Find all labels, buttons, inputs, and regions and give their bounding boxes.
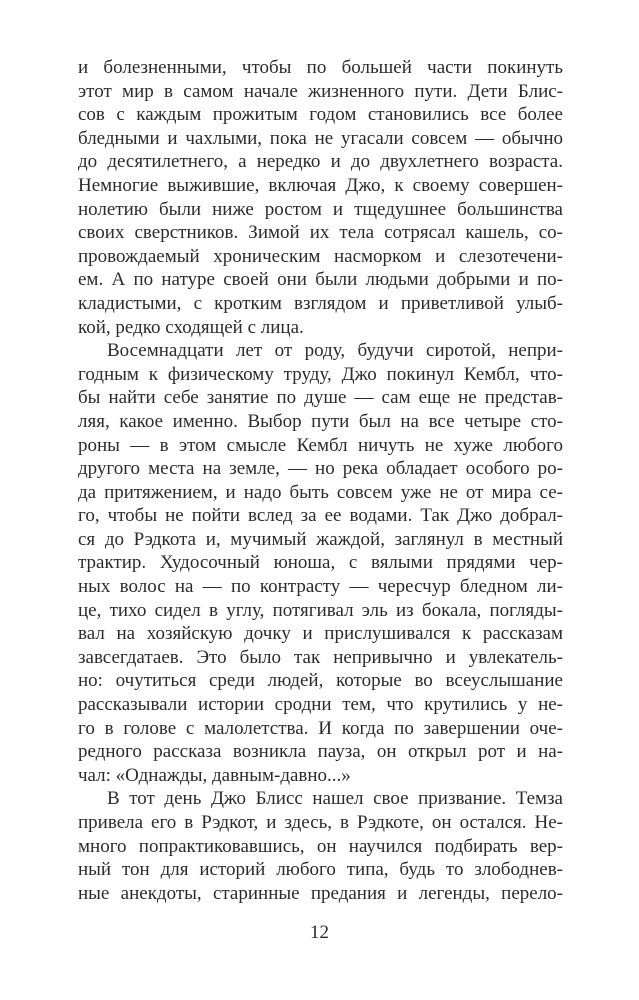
paragraph (78, 787, 563, 905)
paragraph (78, 339, 563, 787)
text-line: привела его в Рэдкот, и здесь, в Рэдкоте, он остался. Не- (78, 812, 563, 833)
text-line: Немногие выжившие, включая Джо, к своему совершен- (78, 174, 563, 196)
text-line: редного рассказа возникла пауза, он открыл рот и на- (78, 741, 563, 763)
text-line: много попрактиковавшись, он научился подбирать вер- (78, 835, 563, 857)
text-line: Восемнадцати лет от роду, будучи сиротой, непри- (107, 340, 563, 362)
text-line: ся до Рэдкота и, мучимый жаждой, заглянул в местный (78, 528, 563, 550)
text-line: го, чтобы не пойти вслед за ее водами. Так Джо добрал- (78, 505, 563, 527)
text-line: ем. А по натуре своей они были людьми добрыми и по- (78, 269, 563, 291)
text-line: да притяжением, и надо быть совсем уже не от мира се- (78, 481, 563, 503)
paragraph (78, 56, 563, 339)
text-line: провождаемый хроническим насморком и слезотечени- (78, 245, 563, 267)
text-line: кладистыми, с кротким взглядом и приветливой улыб- (78, 292, 563, 314)
text-line: другого места на земле, — но река обладает особого ро- (78, 458, 563, 480)
text-line: этот мир в самом начале жизненного пути. Дети Блис- (78, 80, 563, 102)
text-line: и болезненными, чтобы по большей части покинуть (78, 57, 563, 78)
text-line: ляя, какое именно. Выбор пути был на все четыре сто- (78, 410, 563, 432)
text-line: нолетию были ниже ростом и тщедушнее большинства (78, 198, 563, 220)
text-line: годным к физическому труду, Джо покинул Кембл, что- (78, 363, 563, 385)
text-line: бы найти себе занятие по душе — сам еще не представ- (78, 387, 563, 409)
text-line: кой, редко сходящей с лица. (78, 316, 304, 338)
text-line: ных волос на — по контрасту — чересчур бледном ли- (78, 576, 563, 598)
text-line: бледными и чахлыми, пока не угасали совсем — обычно (78, 127, 563, 149)
text-line: трактир. Худосочный юноша, с вялыми прядями чер- (78, 552, 563, 574)
text-line: своих сверстников. Зимой их тела сотрясал кашель, со- (78, 222, 563, 244)
page-number: 12 (310, 922, 329, 943)
text-line: чал: «Однажды, давным-давно...» (78, 764, 351, 786)
text-line: го в голове с малолетства. И когда по завершении оче- (78, 717, 563, 739)
text-line: це, тихо сидел в углу, потягивал эль из бокала, погляды- (78, 599, 563, 621)
text-line: сов с каждым прожитым годом становились все более (78, 104, 563, 126)
page-body-text (78, 56, 563, 905)
text-line: завсегдатаев. Это было так непривычно и увлекатель- (78, 646, 563, 668)
text-line: но: очутиться среди людей, которые во всеуслышание (78, 670, 563, 692)
text-line: В тот день Джо Блисс нашел свое призвание. Темза (107, 788, 563, 810)
text-line: вал на хозяйскую дочку и прислушивался к рассказам (78, 623, 563, 645)
text-line: до десятилетнего, а нередко и до двухлетнего возраста. (78, 151, 563, 173)
text-line: ный тон для историй любого типа, будь то злободнев- (78, 859, 563, 881)
text-line: рассказывали истории сродни тем, что крутились у не- (78, 694, 563, 716)
text-line: роны — в этом смысле Кембл ничуть не хуже любого (78, 434, 563, 456)
text-line: ные анекдоты, старинные предания и легенды, перело- (78, 882, 563, 904)
